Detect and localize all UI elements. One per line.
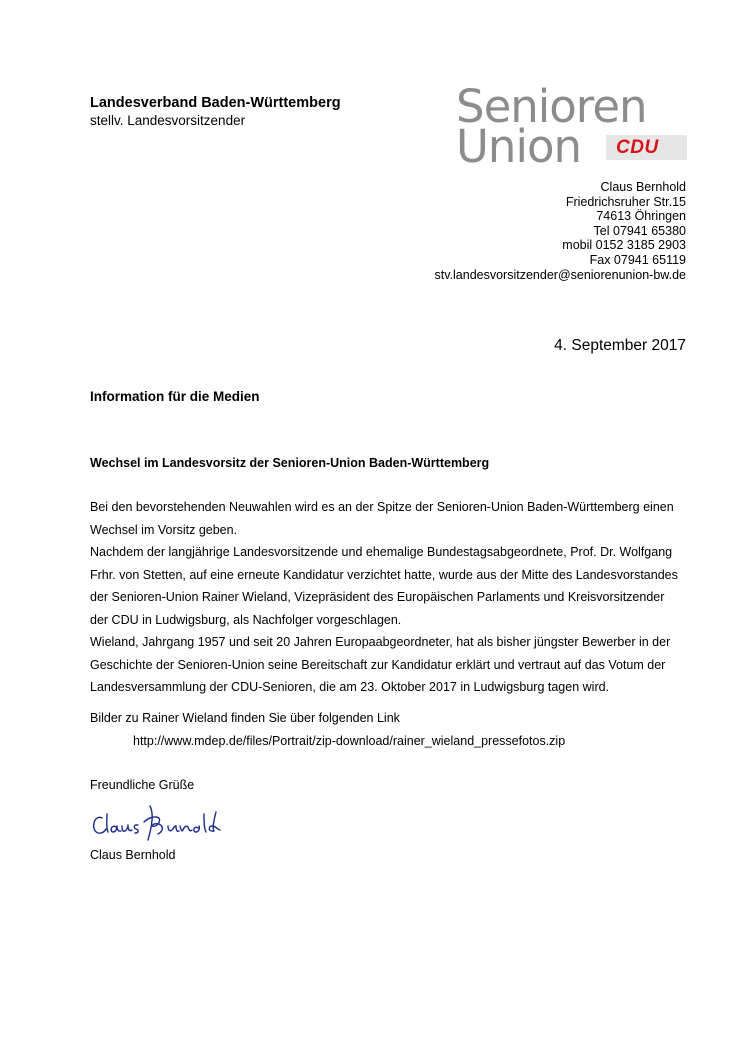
link-intro: Bilder zu Rainer Wieland finden Sie über folgenden Link xyxy=(90,711,400,725)
sender-street: Friedrichsruher Str.15 xyxy=(565,194,686,209)
organization-role: stellv. Landesvorsitzender xyxy=(90,113,246,128)
body-line: Nachdem der langjährige Landesvorsitzende und ehemalige Bundestagsabgeordnete, Prof. Dr. Wolfgang xyxy=(90,545,673,559)
sender-city: 74613 Öhringen xyxy=(596,209,686,224)
body-line: der Senioren-Union Rainer Wieland, Vizepräsident des Europäischen Parlaments und Kreisvorsitzender xyxy=(90,590,665,604)
body-line: der CDU in Ludwigsburg, als Nachfolger vorgeschlagen. xyxy=(90,612,402,627)
sender-email: stv.landesvorsitzender@seniorenunion-bw.de xyxy=(434,267,686,282)
sender-address-block xyxy=(435,180,687,282)
letter-body xyxy=(90,496,700,699)
info-heading: Information für die Medien xyxy=(90,389,260,404)
press-headline: Wechsel im Landesvorsitz der Senioren-Union Baden-Württemberg xyxy=(90,456,490,470)
senioren-union-logo xyxy=(452,80,692,173)
body-line: Bei den bevorstehenden Neuwahlen wird es an der Spitze der Senioren-Union Baden-Württemberg einen xyxy=(90,500,674,514)
photos-download-link[interactable]: http://www.mdep.de/files/Portrait/zip-download/rainer_wieland_pressefotos.zip xyxy=(133,734,566,748)
body-line: Landesversammlung der CDU-Senioren, die am 23. Oktober 2017 in Ludwigsburg tagen wird. xyxy=(90,680,610,694)
body-line: Frhr. von Stetten, auf eine erneute Kandidatur verzichtet hatte, wurde aus der Mitte des Landesvorstandes xyxy=(90,567,678,582)
sender-name: Claus Bernhold xyxy=(600,180,686,194)
signer-name: Claus Bernhold xyxy=(90,848,176,862)
body-line: Wieland, Jahrgang 1957 und seit 20 Jahren Europaabgeordneter, hat als bisher jüngster Bewerber in der xyxy=(90,635,671,649)
letter-date: 4. September 2017 xyxy=(554,337,686,354)
organization-name: Landesverband Baden-Württemberg xyxy=(90,95,341,111)
logo-line-union: Union xyxy=(456,120,582,173)
closing-greeting: Freundliche Grüße xyxy=(90,778,195,792)
sender-phone: Tel 07941 65380 xyxy=(593,223,686,238)
sender-mobile: mobil 0152 3185 2903 xyxy=(562,238,686,253)
handwritten-signature xyxy=(88,800,224,844)
logo-line-senioren: Senioren xyxy=(456,80,647,133)
sender-fax: Fax 07941 65119 xyxy=(589,252,686,267)
body-line: Wechsel im Vorsitz geben. xyxy=(90,522,238,537)
logo-cdu-text: CDU xyxy=(616,137,659,158)
body-line: Geschichte der Senioren-Union seine Bereitschaft zur Kandidatur erklärt und vertraut auf das Votum der xyxy=(90,657,666,672)
